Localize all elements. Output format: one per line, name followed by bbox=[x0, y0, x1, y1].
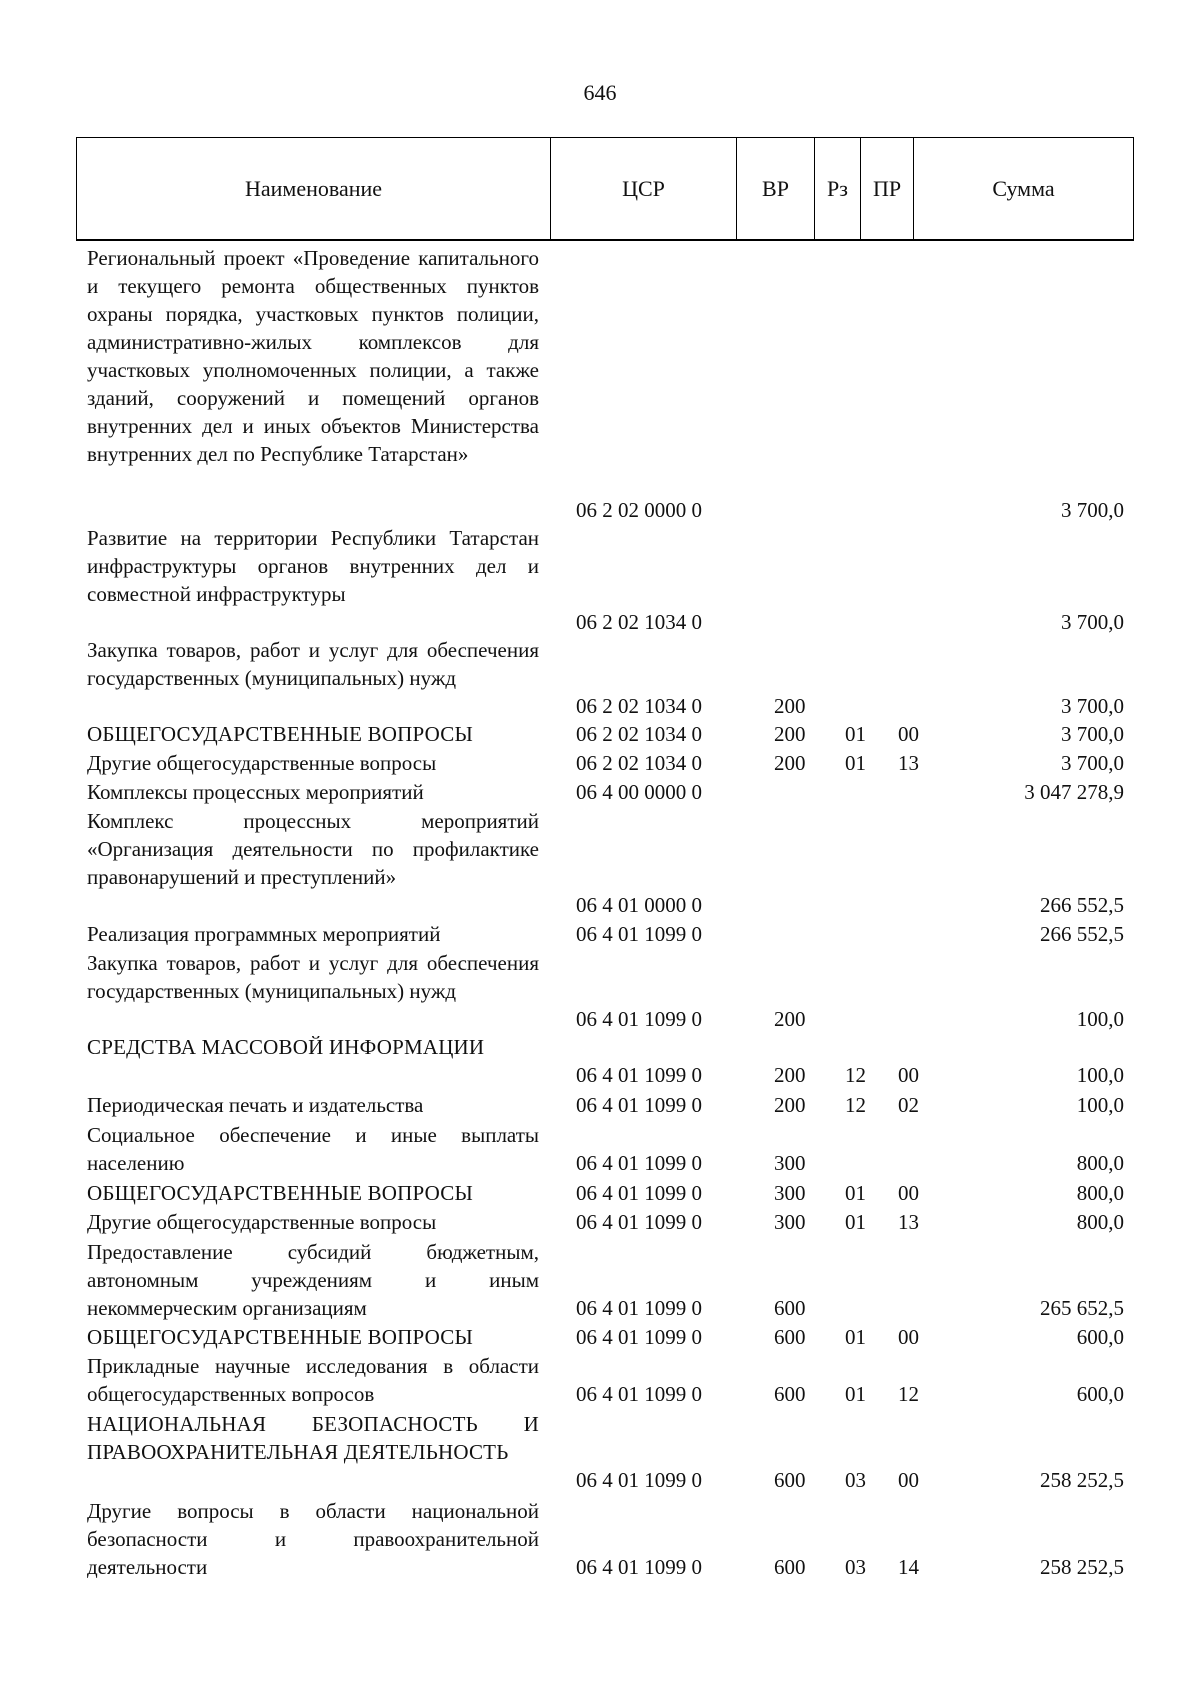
row-csr: 06 4 01 1099 0 bbox=[576, 1063, 702, 1087]
row-sum: 600,0 bbox=[1076, 1382, 1124, 1406]
row-sum: 800,0 bbox=[1076, 1151, 1124, 1175]
table-row bbox=[0, 1179, 1200, 1207]
row-sum: 3 700,0 bbox=[1061, 751, 1124, 775]
row-name: Региональный проект «Проведение капитального и текущего ремонта общественных пунктов охраны порядка, участковых пунктов полиции, административно-жилых комплексов для участковых уполномоченных полиции, а также зданий, сооружений и помещений органов внутренних дел и иных объектов Министерства внутренних дел по Республике Татарстан» bbox=[87, 246, 539, 466]
row-csr: 06 2 02 1034 0 bbox=[576, 722, 702, 746]
row-csr: 06 4 01 0000 0 bbox=[576, 893, 702, 917]
row-sum: 258 252,5 bbox=[1040, 1468, 1124, 1492]
row-csr: 06 4 01 1099 0 bbox=[576, 922, 702, 946]
table-row bbox=[0, 1091, 1200, 1119]
row-sum: 800,0 bbox=[1076, 1210, 1124, 1234]
row-pr: 00 bbox=[898, 722, 919, 746]
row-name: Предоставление субсидий бюджетным, автономным учреждениям и иным некоммерческим организациям bbox=[87, 1240, 539, 1320]
table-row bbox=[0, 807, 1200, 919]
row-name: Прикладные научные исследования в области общегосударственных вопросов bbox=[87, 1354, 539, 1406]
row-name: Периодическая печать и издательства bbox=[87, 1093, 424, 1117]
row-name: ОБЩЕГОСУДАРСТВЕННЫЕ ВОПРОСЫ bbox=[87, 1325, 473, 1349]
row-rz: 01 bbox=[845, 1181, 866, 1205]
row-pr: 00 bbox=[898, 1325, 919, 1349]
row-sum: 3 700,0 bbox=[1061, 722, 1124, 746]
row-sum: 800,0 bbox=[1076, 1181, 1124, 1205]
row-csr: 06 2 02 1034 0 bbox=[576, 694, 702, 718]
row-sum: 3 700,0 bbox=[1061, 694, 1124, 718]
column-header-pr: ПР bbox=[861, 138, 914, 239]
table-row bbox=[0, 1323, 1200, 1351]
row-rz: 01 bbox=[845, 751, 866, 775]
row-name: НАЦИОНАЛЬНАЯ БЕЗОПАСНОСТЬ И ПРАВООХРАНИТЕЛЬНАЯ ДЕЯТЕЛЬНОСТЬ bbox=[87, 1412, 539, 1464]
table-row bbox=[0, 1352, 1200, 1408]
row-rz: 01 bbox=[845, 1382, 866, 1406]
row-csr: 06 4 01 1099 0 bbox=[576, 1296, 702, 1320]
row-vr: 600 bbox=[774, 1296, 806, 1320]
row-sum: 100,0 bbox=[1076, 1063, 1124, 1087]
row-vr: 600 bbox=[774, 1468, 806, 1492]
row-sum: 100,0 bbox=[1076, 1093, 1124, 1117]
row-vr: 200 bbox=[774, 722, 806, 746]
row-pr: 13 bbox=[898, 751, 919, 775]
row-name: Закупка товаров, работ и услуг для обеспечения государственных (муниципальных) нужд bbox=[87, 951, 539, 1003]
row-name: ОБЩЕГОСУДАРСТВЕННЫЕ ВОПРОСЫ bbox=[87, 1181, 473, 1205]
row-pr: 13 bbox=[898, 1210, 919, 1234]
column-header-rz: Рз bbox=[815, 138, 861, 239]
table-row bbox=[0, 749, 1200, 777]
row-sum: 258 252,5 bbox=[1040, 1555, 1124, 1579]
table-row bbox=[0, 1208, 1200, 1236]
row-pr: 00 bbox=[898, 1181, 919, 1205]
row-vr: 600 bbox=[774, 1325, 806, 1349]
row-vr: 600 bbox=[774, 1382, 806, 1406]
row-csr: 06 2 02 1034 0 bbox=[576, 610, 702, 634]
row-csr: 06 4 01 1099 0 bbox=[576, 1151, 702, 1175]
row-sum: 266 552,5 bbox=[1040, 893, 1124, 917]
row-rz: 01 bbox=[845, 722, 866, 746]
row-csr: 06 4 01 1099 0 bbox=[576, 1181, 702, 1205]
row-rz: 12 bbox=[845, 1093, 866, 1117]
row-sum: 3 047 278,9 bbox=[1024, 780, 1124, 804]
table-row bbox=[0, 1238, 1200, 1322]
row-name: Комплексы процессных мероприятий bbox=[87, 780, 424, 804]
row-name: ОБЩЕГОСУДАРСТВЕННЫЕ ВОПРОСЫ bbox=[87, 722, 473, 746]
row-sum: 100,0 bbox=[1076, 1007, 1124, 1031]
table-row bbox=[0, 244, 1200, 524]
row-rz: 01 bbox=[845, 1210, 866, 1234]
row-csr: 06 4 00 0000 0 bbox=[576, 780, 702, 804]
table-header bbox=[76, 137, 1134, 241]
row-csr: 06 4 01 1099 0 bbox=[576, 1555, 702, 1579]
column-header-sum: Сумма bbox=[992, 175, 1055, 201]
row-rz: 03 bbox=[845, 1555, 866, 1579]
row-pr: 02 bbox=[898, 1093, 919, 1117]
row-name: Развитие на территории Республики Татарстан инфраструктуры органов внутренних дел и совместной инфраструктуры bbox=[87, 526, 539, 606]
table-row bbox=[0, 949, 1200, 1033]
table-row bbox=[0, 720, 1200, 748]
row-name: Другие общегосударственные вопросы bbox=[87, 751, 437, 775]
row-pr: 12 bbox=[898, 1382, 919, 1406]
row-pr: 00 bbox=[898, 1468, 919, 1492]
row-name: Комплекс процессных мероприятий «Организация деятельности по профилактике правонарушений и преступлений» bbox=[87, 809, 539, 889]
row-csr: 06 2 02 0000 0 bbox=[576, 498, 702, 522]
row-pr: 14 bbox=[898, 1555, 919, 1579]
row-rz: 12 bbox=[845, 1063, 866, 1087]
row-name: Другие вопросы в области национальной безопасности и правоохранительной деятельности bbox=[87, 1499, 539, 1579]
row-vr: 300 bbox=[774, 1151, 806, 1175]
row-vr: 600 bbox=[774, 1555, 806, 1579]
row-vr: 200 bbox=[774, 1093, 806, 1117]
row-sum: 266 552,5 bbox=[1040, 922, 1124, 946]
row-vr: 200 bbox=[774, 751, 806, 775]
row-sum: 3 700,0 bbox=[1061, 610, 1124, 634]
row-sum: 600,0 bbox=[1076, 1325, 1124, 1349]
table-row bbox=[0, 1121, 1200, 1177]
row-csr: 06 2 02 1034 0 bbox=[576, 751, 702, 775]
row-csr: 06 4 01 1099 0 bbox=[576, 1210, 702, 1234]
row-csr: 06 4 01 1099 0 bbox=[576, 1382, 702, 1406]
row-name: Реализация программных мероприятий bbox=[87, 922, 441, 946]
row-csr: 06 4 01 1099 0 bbox=[576, 1093, 702, 1117]
row-vr: 200 bbox=[774, 694, 806, 718]
row-name: Закупка товаров, работ и услуг для обеспечения государственных (муниципальных) нужд bbox=[87, 638, 539, 690]
row-sum: 265 652,5 bbox=[1040, 1296, 1124, 1320]
row-csr: 06 4 01 1099 0 bbox=[576, 1007, 702, 1031]
row-name: Другие общегосударственные вопросы bbox=[87, 1210, 437, 1234]
column-header-vr: ВР bbox=[737, 138, 815, 239]
row-csr: 06 4 01 1099 0 bbox=[576, 1325, 702, 1349]
row-vr: 200 bbox=[774, 1063, 806, 1087]
row-rz: 01 bbox=[845, 1325, 866, 1349]
row-name: СРЕДСТВА МАССОВОЙ ИНФОРМАЦИИ bbox=[87, 1035, 485, 1059]
table-row bbox=[0, 1033, 1200, 1089]
table-row bbox=[0, 778, 1200, 806]
row-vr: 300 bbox=[774, 1181, 806, 1205]
row-vr: 200 bbox=[774, 1007, 806, 1031]
row-csr: 06 4 01 1099 0 bbox=[576, 1468, 702, 1492]
column-header-name: Наименование bbox=[77, 138, 551, 239]
table-row bbox=[0, 636, 1200, 720]
table-row bbox=[0, 920, 1200, 948]
row-pr: 00 bbox=[898, 1063, 919, 1087]
table-row bbox=[0, 1410, 1200, 1494]
row-vr: 300 bbox=[774, 1210, 806, 1234]
row-sum: 3 700,0 bbox=[1061, 498, 1124, 522]
table-row bbox=[0, 1497, 1200, 1581]
column-header-csr: ЦСР bbox=[551, 138, 737, 239]
row-rz: 03 bbox=[845, 1468, 866, 1492]
table-row bbox=[0, 524, 1200, 636]
row-name: Социальное обеспечение и иные выплаты населению bbox=[87, 1123, 539, 1175]
page-number: 646 bbox=[583, 80, 617, 105]
